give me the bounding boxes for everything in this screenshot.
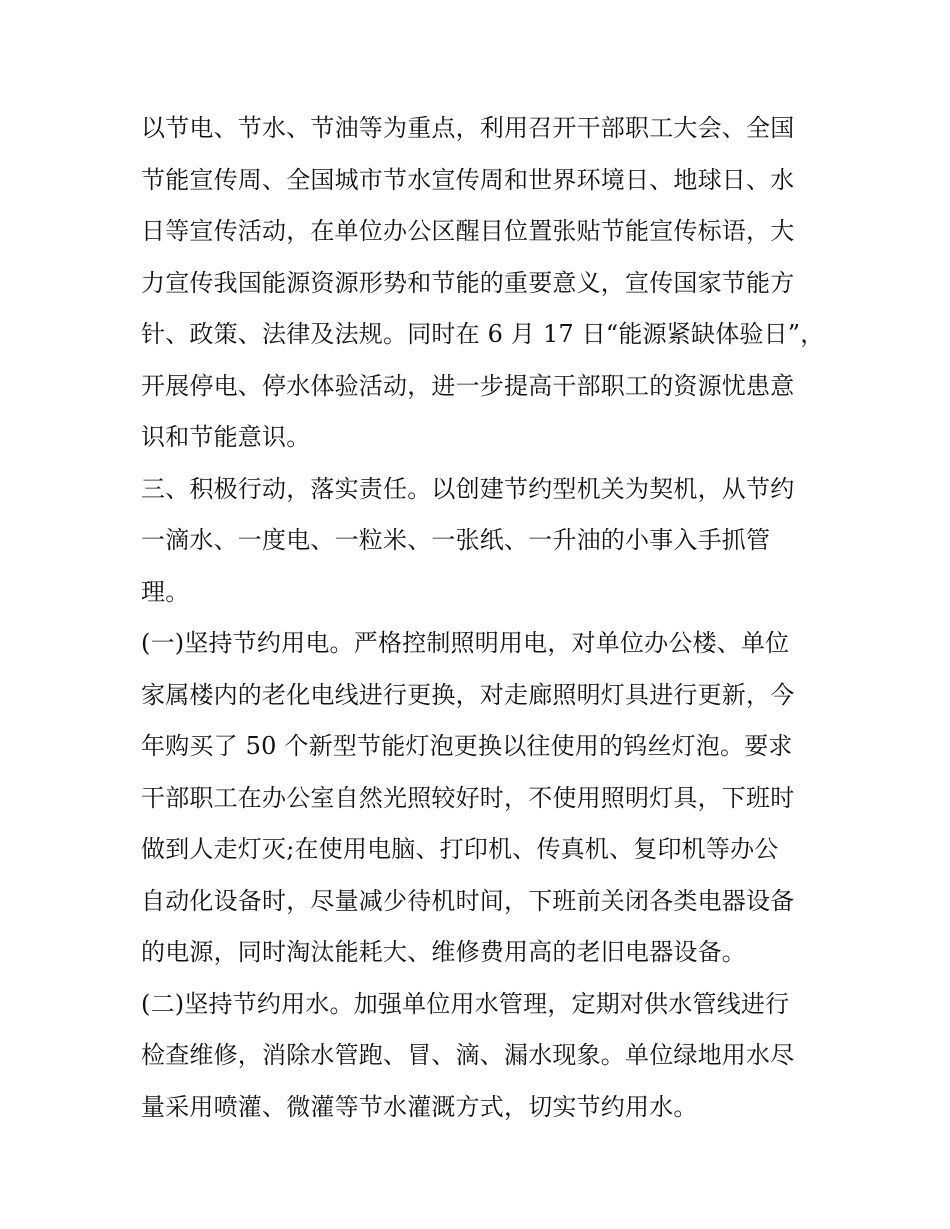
text-line: 识和节能意识。	[141, 423, 311, 451]
text-line: 家属楼内的老化电线进行更换，对走廊照明灯具进行更新，今	[141, 680, 795, 709]
text-line: 理。	[141, 577, 190, 606]
text-line: 干部职工在办公室自然光照较好时，不使用照明灯具，下班时	[141, 783, 795, 812]
section-heading-line: 三、积极行动，落实责任。以创建节约型机关为契机，从节约	[141, 474, 795, 503]
text-line: 检查维修，消除水管跑、冒、滴、漏水现象。单位绿地用水尽	[141, 1041, 795, 1069]
text-line: 日等宣传活动，在单位办公区醒目位置张贴节能宣传标语，大	[141, 217, 795, 245]
text-line: 做到人走灯灭;在使用电脑、打印机、传真机、复印机等办公	[141, 835, 779, 863]
text-line: 自动化设备时，尽量减少待机时间，下班前关闭各类电器设备	[141, 886, 795, 915]
text-line: 节能宣传周、全国城市节水宣传周和世界环境日、地球日、水	[141, 165, 795, 194]
text-line: 力宣传我国能源资源形势和节能的重要意义，宣传国家节能方	[141, 268, 795, 297]
text-line: 的电源，同时淘汰能耗大、维修费用高的老旧电器设备。	[141, 938, 746, 966]
text-line: 一滴水、一度电、一粒米、一张纸、一升油的小事入手抓管	[141, 526, 771, 554]
text-line: 针、政策、法律及法规。同时在 6 月 17 日“能源紧缺体验日”，	[141, 320, 825, 348]
text-line: 量采用喷灌、微灌等节水灌溉方式，切实节约用水。	[141, 1092, 698, 1121]
document-body	[141, 103, 825, 1133]
text-line: 以节电、节水、节油等为重点，利用召开干部职工大会、全国	[141, 114, 795, 142]
text-line: 开展停电、停水体验活动，进一步提高干部职工的资源忧患意	[141, 371, 795, 400]
text-line: 年购买了 50 个新型节能灯泡更换以往使用的钨丝灯泡。要求	[141, 732, 793, 760]
subsection-line: (一)坚持节约用电。严格控制照明用电，对单位办公楼、单位	[141, 629, 790, 657]
subsection-line: (二)坚持节约用水。加强单位用水管理，定期对供水管线进行	[141, 989, 790, 1018]
